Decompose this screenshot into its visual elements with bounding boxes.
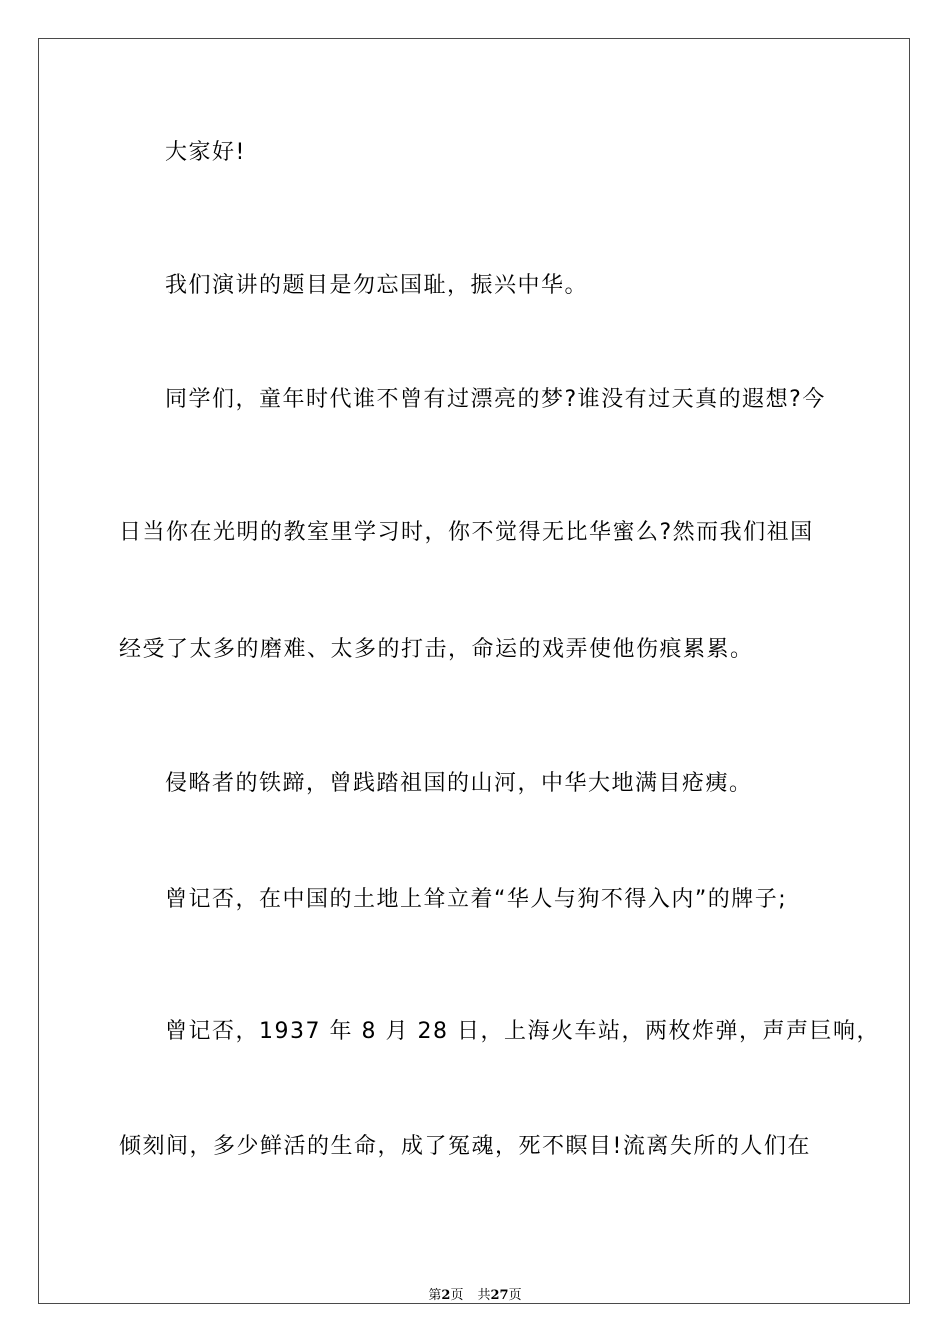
- paragraph-shanghai-line-2: 倾刻间，多少鲜活的生命，成了冤魂，死不瞑目!流离失所的人们在: [119, 1134, 811, 1159]
- paragraph-invaders: 侵略者的铁蹄，曾践踏祖国的山河，中华大地满目疮痍。: [165, 771, 753, 796]
- paragraph-childhood-line-1: 同学们，童年时代谁不曾有过漂亮的梦?谁没有过天真的遐想?今: [165, 387, 826, 412]
- total-suffix: 页: [508, 1288, 522, 1303]
- page-footer: [39, 1287, 911, 1305]
- page-prefix: 第: [428, 1288, 442, 1303]
- total-prefix: 共: [477, 1288, 491, 1303]
- page-frame: [38, 38, 910, 1304]
- paragraph-greeting: 大家好!: [165, 140, 246, 165]
- paragraph-sign: 曾记否，在中国的土地上耸立着“华人与狗不得入内”的牌子;: [165, 887, 788, 912]
- paragraph-topic: 我们演讲的题目是勿忘国耻，振兴中华。: [165, 273, 589, 298]
- page-suffix: 页: [450, 1288, 464, 1303]
- paragraph-shanghai-line-1: 曾记否，1937 年 8 月 28 日，上海火车站，两枚炸弹，声声巨响，: [165, 1019, 880, 1044]
- paragraph-childhood-line-3: 经受了太多的磨难、太多的打击，命运的戏弄使他伤痕累累。: [119, 637, 754, 662]
- total-pages: 27: [490, 1288, 509, 1303]
- paragraph-childhood-line-2: 日当你在光明的教室里学习时，你不觉得无比华蜜么?然而我们祖国: [119, 520, 814, 545]
- page-number: 2: [441, 1288, 451, 1303]
